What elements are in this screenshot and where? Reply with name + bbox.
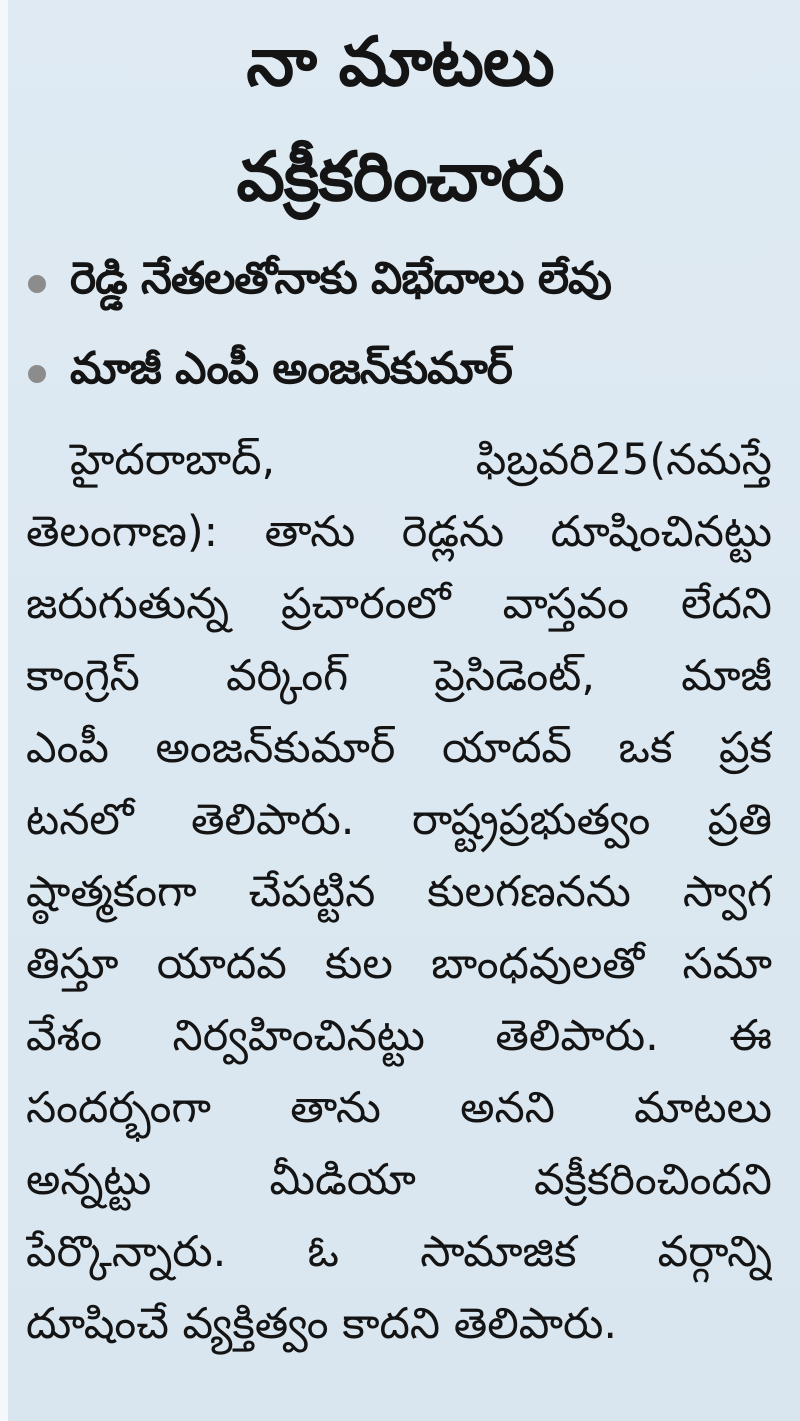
bullet-text: రెడ్డి నేతలతోనాకు విభేదాలు లేవు — [70, 253, 611, 304]
headline-line-2: వక్రీకరించారు — [236, 138, 564, 217]
body-line: దూషించే వ్యక్తిత్వం కాదని తెలిపారు. — [26, 1299, 618, 1349]
body-line: సందర్భంగా తాను అనని మాటలు — [26, 1083, 772, 1133]
body-line: హైదరాబాద్, ఫిబ్రవరి25(నమస్తే — [70, 435, 772, 485]
bullet-point-2 — [28, 336, 788, 412]
body-line: తిస్తూ యాదవ కుల బాంధవులతో సమా — [26, 939, 772, 989]
body-line: పేర్కొన్నారు. ఓ సామాజిక వర్గాన్ని — [26, 1227, 772, 1277]
body-line: ఎంపీ అంజన్‌కుమార్ యాదవ్ ఒక ప్రక — [26, 723, 772, 773]
bullet-dot-icon — [28, 275, 46, 293]
article-body — [26, 424, 772, 1360]
body-line: తెలంగాణ): తాను రెడ్లను దూషించినట్టు — [26, 507, 772, 557]
body-line: జరుగుతున్న ప్రచారంలో వాస్తవం లేదని — [26, 579, 772, 629]
bullet-dot-icon — [28, 365, 46, 383]
body-line: వేశం నిర్వహించినట్టు తెలిపారు. ఈ — [26, 1011, 772, 1061]
body-line: కాంగ్రెస్ వర్కింగ్ ప్రెసిడెంట్, మాజీ — [26, 651, 772, 701]
body-line: ష్ఠాత్మకంగా చేపట్టిన కులగణనను స్వాగ — [26, 867, 772, 917]
body-line: అన్నట్టు మీడియా వక్రీకరించిందని — [26, 1155, 772, 1205]
bullet-point-1 — [28, 246, 788, 322]
bullet-text: మాజీ ఎంపీ అంజన్‌కుమార్ — [70, 343, 512, 394]
headline-line-1: నా మాటలు — [246, 23, 554, 102]
body-line: టనలో తెలిపారు. రాష్ట్రప్రభుత్వం ప్రతి — [26, 795, 772, 845]
